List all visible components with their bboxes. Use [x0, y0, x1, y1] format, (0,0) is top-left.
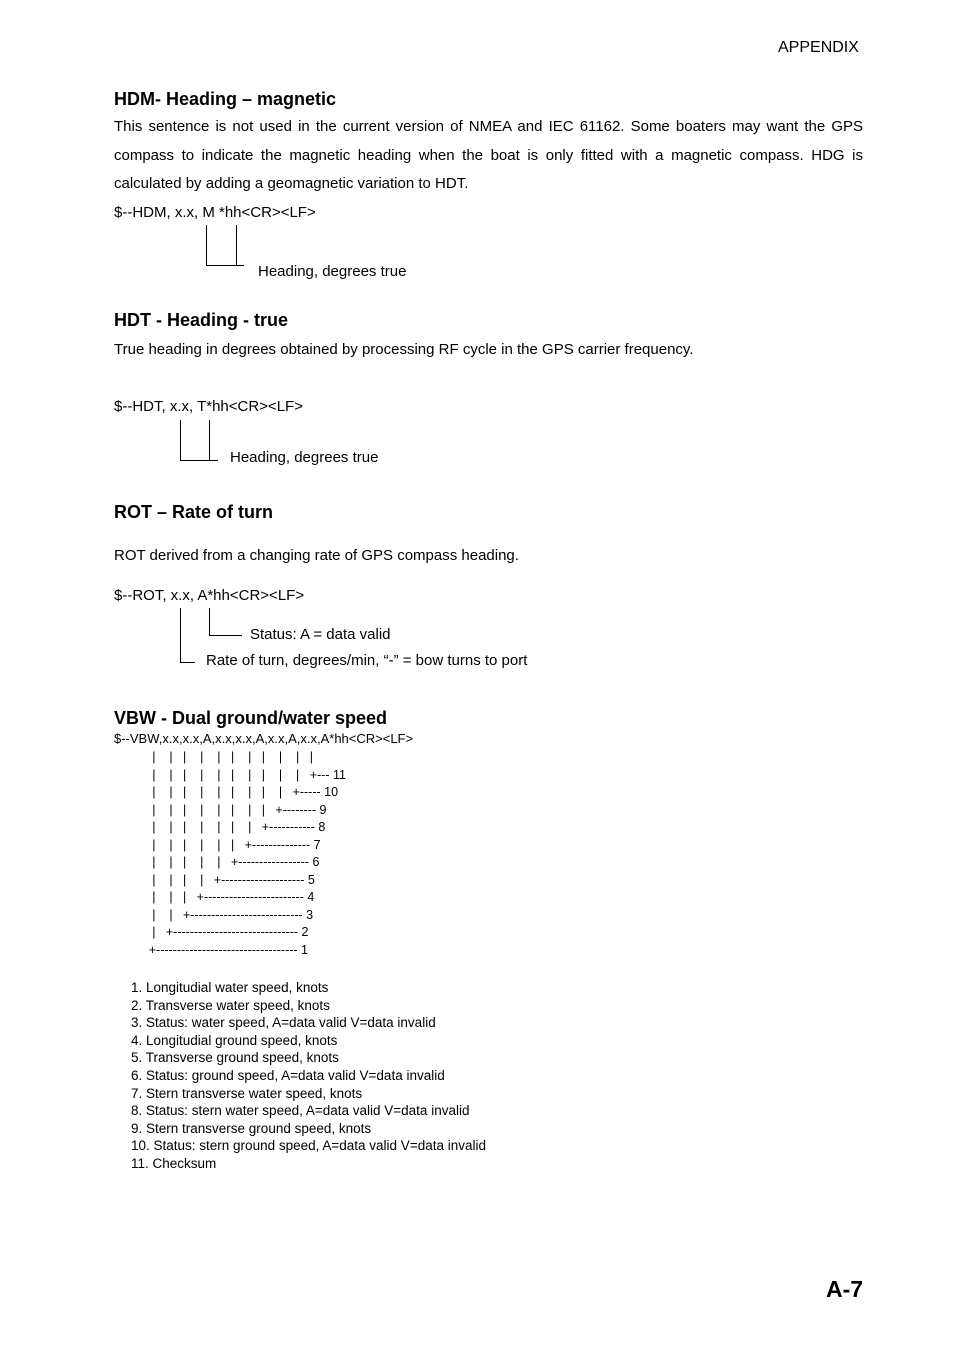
hdt-heading: HDT - Heading - true	[114, 310, 288, 330]
hdt-field-label: Heading, degrees true	[230, 449, 379, 466]
rot-heading: ROT – Rate of turn	[114, 502, 274, 522]
rot-description: ROT derived from a changing rate of GPS compass heading.	[114, 547, 519, 564]
vbw-field-list	[131, 979, 486, 1173]
list-item: 5. Transverse ground speed, knots	[131, 1050, 339, 1066]
vbw-field-diagram: | | | | | | | | | | | | | | | | | | | | | +--- 11 | | | | | | | | | +----- 10 | | | | | | | | +-------- 9 | | | | | | | +----------- 8 | | | | | | +-------------- 7 | | | | | +----------------- 6 | | | | +-------------------- 5 | | | +------------------------ 4 | | +--------------------------- 3 | +------------------------------ 2 +---------------------------------- 1	[148, 750, 346, 958]
hdm-description: This sentence is not used in the current version of NMEA and IEC 61162. Some boaters may want the GPS compass to indicate the magnetic heading when the boat is only fitted with a magnetic compass. HDG is calculated by adding a geomagnetic variation to HDT.	[114, 118, 863, 192]
rot-status-label: Status: A = data valid	[250, 626, 391, 643]
page-number: A-7	[826, 1276, 864, 1302]
list-item: 10. Status: stern ground speed, A=data valid V=data invalid	[131, 1138, 486, 1154]
list-item: 9. Stern transverse ground speed, knots	[131, 1120, 372, 1136]
list-item: 6. Status: ground speed, A=data valid V=data invalid	[131, 1067, 445, 1083]
hdm-sentence-format: $--HDM, x.x, M *hh<CR><LF>	[114, 204, 316, 221]
hdt-description: True heading in degrees obtained by processing RF cycle in the GPS carrier frequency.	[114, 341, 694, 358]
hdm-heading: HDM- Heading – magnetic	[114, 89, 337, 109]
list-item: 1. Longitudial water speed, knots	[131, 980, 329, 995]
hdm-field-label: Heading, degrees true	[258, 263, 407, 280]
vbw-heading: VBW - Dual ground/water speed	[114, 708, 388, 728]
list-item: 7. Stern transverse water speed, knots	[131, 1085, 363, 1101]
list-item: 2. Transverse water speed, knots	[131, 997, 330, 1013]
running-header: APPENDIX	[778, 39, 859, 56]
rot-sentence-format: $--ROT, x.x, A*hh<CR><LF>	[114, 587, 305, 604]
list-item: 3. Status: water speed, A=data valid V=data invalid	[131, 1015, 436, 1031]
rot-rate-label: Rate of turn, degrees/min, “-” = bow turns to port	[206, 652, 528, 669]
vbw-sentence-format: $--VBW,x.x,x.x,A,x.x,x.x,A,x.x,A,x.x,A*hh<CR><LF>	[114, 731, 414, 746]
hdt-sentence-format: $--HDT, x.x, T*hh<CR><LF>	[114, 398, 303, 415]
list-item: 4. Longitudial ground speed, knots	[131, 1032, 338, 1048]
list-item: 8. Status: stern water speed, A=data valid V=data invalid	[131, 1103, 470, 1119]
list-item: 11. Checksum	[131, 1155, 217, 1171]
